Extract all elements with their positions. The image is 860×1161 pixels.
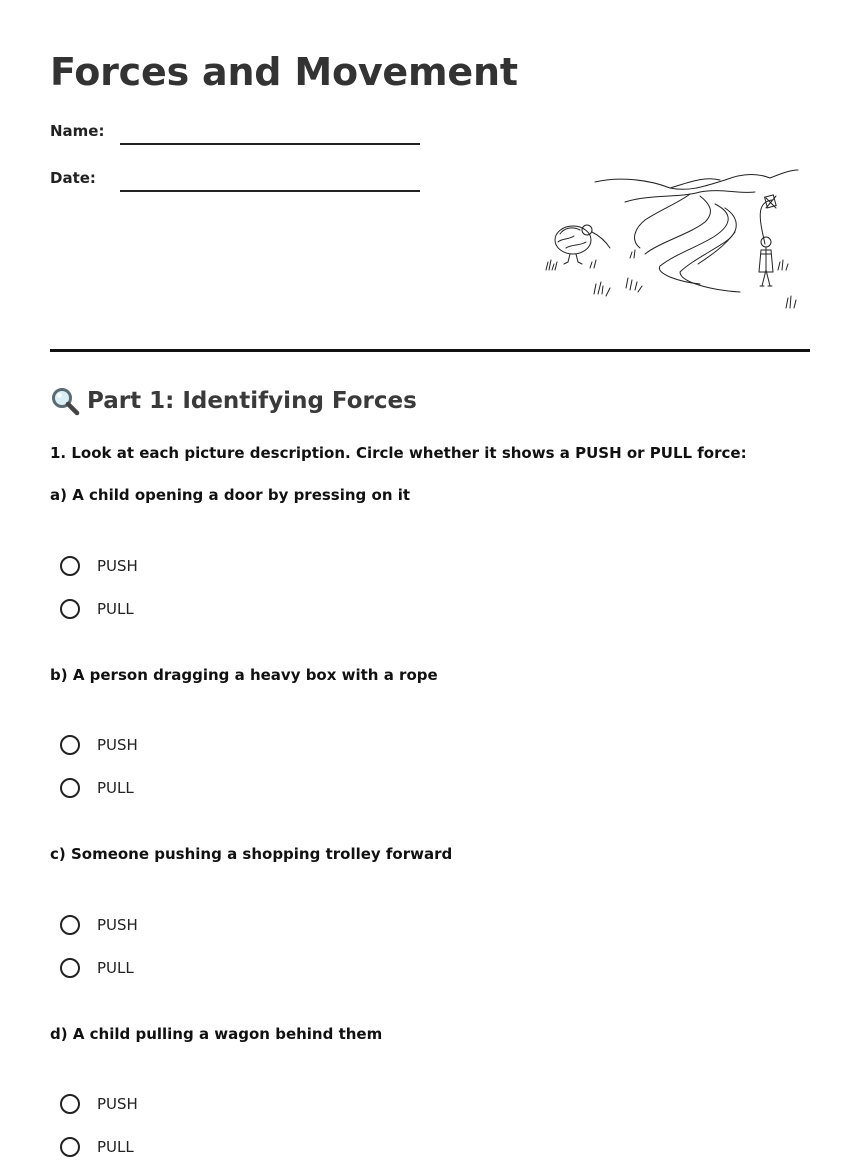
option-label: PULL — [97, 959, 134, 977]
question-c-option-pull[interactable] — [60, 956, 134, 980]
page-title: Forces and Movement — [50, 50, 518, 94]
question-b-option-push[interactable] — [60, 733, 138, 757]
magnifier-icon — [50, 386, 80, 416]
question-a-prompt: a) A child opening a door by pressing on it — [50, 486, 411, 504]
question-b-prompt: b) A person dragging a heavy box with a rope — [50, 666, 438, 684]
name-field[interactable] — [120, 143, 420, 145]
radio-circle[interactable] — [60, 915, 80, 935]
option-label: PUSH — [97, 736, 138, 754]
option-label: PULL — [97, 779, 134, 797]
question-d-prompt: d) A child pulling a wagon behind them — [50, 1025, 383, 1043]
kiwi-kite-landscape-illustration — [540, 162, 800, 314]
option-label: PUSH — [97, 916, 138, 934]
question-a-option-push[interactable] — [60, 554, 138, 578]
option-label: PUSH — [97, 557, 138, 575]
question-a-option-pull[interactable] — [60, 597, 134, 621]
instruction-text: 1. Look at each picture description. Circle whether it shows a PUSH or PULL force: — [50, 444, 747, 462]
radio-circle[interactable] — [60, 735, 80, 755]
option-label: PULL — [97, 1138, 134, 1156]
date-field[interactable] — [120, 190, 420, 192]
radio-circle[interactable] — [60, 599, 80, 619]
radio-circle[interactable] — [60, 556, 80, 576]
question-c-option-push[interactable] — [60, 913, 138, 937]
section-heading-text: Part 1: Identifying Forces — [87, 388, 417, 414]
option-label: PUSH — [97, 1095, 138, 1113]
option-label: PULL — [97, 600, 134, 618]
date-label: Date: — [50, 169, 96, 187]
question-d-option-pull[interactable] — [60, 1135, 134, 1159]
question-b-option-pull[interactable] — [60, 776, 134, 800]
section-divider — [50, 349, 810, 352]
question-d-option-push[interactable] — [60, 1092, 138, 1116]
name-label: Name: — [50, 122, 105, 140]
radio-circle[interactable] — [60, 1137, 80, 1157]
radio-circle[interactable] — [60, 958, 80, 978]
section-heading — [50, 386, 417, 416]
question-c-prompt: c) Someone pushing a shopping trolley forward — [50, 845, 453, 863]
radio-circle[interactable] — [60, 1094, 80, 1114]
radio-circle[interactable] — [60, 778, 80, 798]
